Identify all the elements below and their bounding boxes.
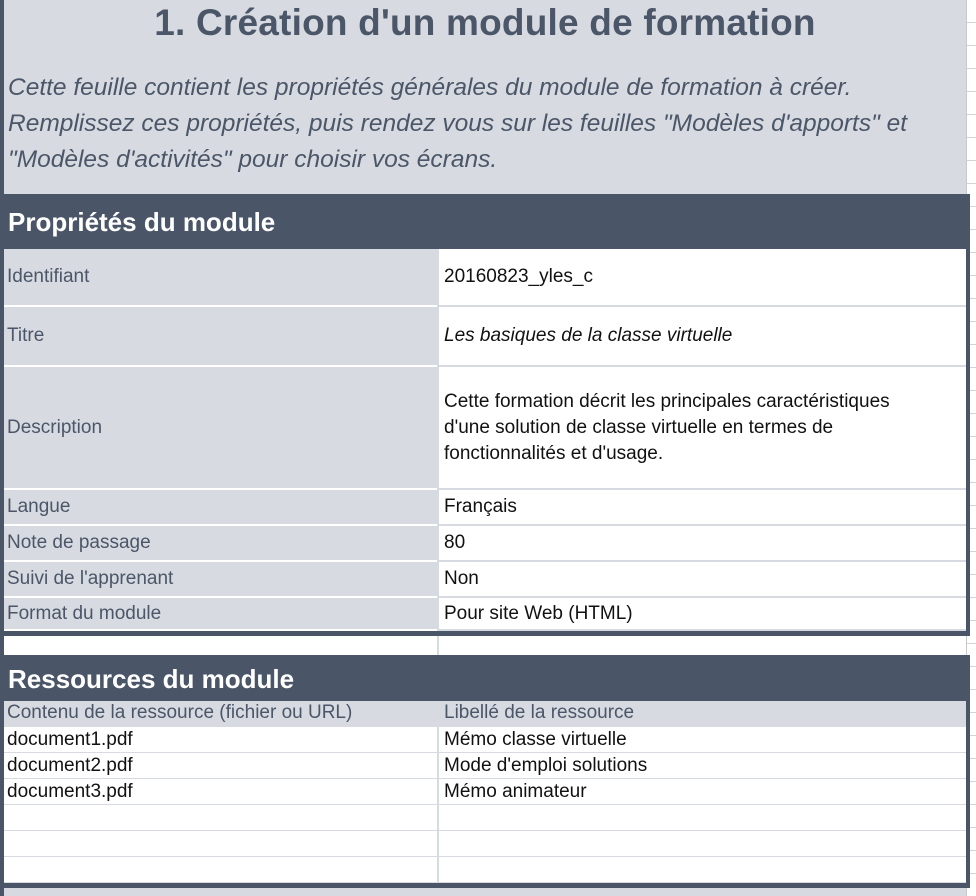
intro-text: Cette feuille contient les propriétés générales du module de formation à créer. Remplissez ces propriétés, puis rendez vous sur les feuilles "Modèles d'apports" et "Modèles d'activités" pour choisir vos écrans.: [8, 74, 908, 173]
resources-header: Ressources du module: [4, 655, 966, 701]
frame-border: [966, 194, 970, 636]
property-label: Identifiant: [4, 249, 437, 307]
resources-column-headers: [4, 701, 966, 727]
property-value-note-de-passage[interactable]: 80: [439, 526, 966, 562]
resource-content[interactable]: document3.pdf: [7, 781, 133, 802]
property-value-suivi[interactable]: Non: [439, 562, 966, 598]
frame-border: [4, 883, 970, 888]
property-label: Format du module: [4, 598, 437, 631]
property-row-format: [4, 598, 966, 631]
spacer-row: [4, 636, 966, 655]
property-row-titre: [4, 307, 966, 367]
frame-border: [966, 655, 970, 885]
property-value-description[interactable]: Cette formation décrit les principales caractéristiques d'une solution de classe virtuelle en termes de fonctionnalités et d'usage.: [439, 367, 966, 490]
title-area: [4, 0, 966, 195]
table-row[interactable]: [4, 805, 966, 831]
property-label: Suivi de l'apprenant: [4, 562, 437, 598]
resource-label[interactable]: Mémo classe virtuelle: [444, 729, 627, 750]
property-row-langue: [4, 490, 966, 526]
table-row[interactable]: [4, 727, 966, 753]
resources-table: [4, 727, 966, 883]
table-row[interactable]: [4, 831, 966, 857]
property-row-identifiant: [4, 249, 966, 307]
property-label: Langue: [4, 490, 437, 526]
properties-header: Propriétés du module: [4, 194, 966, 249]
property-value-langue[interactable]: Français: [439, 490, 966, 526]
property-row-note-de-passage: [4, 526, 966, 562]
property-row-suivi: [4, 562, 966, 598]
property-value-identifiant[interactable]: 20160823_yles_c: [439, 249, 966, 307]
table-row[interactable]: [4, 857, 966, 883]
property-value-format[interactable]: Pour site Web (HTML): [439, 598, 966, 631]
resource-label[interactable]: Mode d'emploi solutions: [444, 755, 648, 776]
table-row[interactable]: [4, 753, 966, 779]
property-value-titre[interactable]: Les basiques de la classe virtuelle: [439, 307, 966, 367]
page-title: 1. Création d'un module de formation: [154, 2, 816, 43]
property-label: Note de passage: [4, 526, 437, 562]
table-row[interactable]: [4, 779, 966, 805]
column-header-label: Libellé de la ressource: [444, 702, 635, 723]
resource-label[interactable]: Mémo animateur: [444, 781, 587, 802]
property-label: Description: [4, 367, 437, 490]
column-header-content: Contenu de la ressource (fichier ou URL): [7, 702, 353, 723]
resource-content[interactable]: document2.pdf: [7, 755, 133, 776]
property-label: Titre: [4, 307, 437, 367]
resource-content[interactable]: document1.pdf: [7, 729, 133, 750]
property-row-description: [4, 367, 966, 490]
